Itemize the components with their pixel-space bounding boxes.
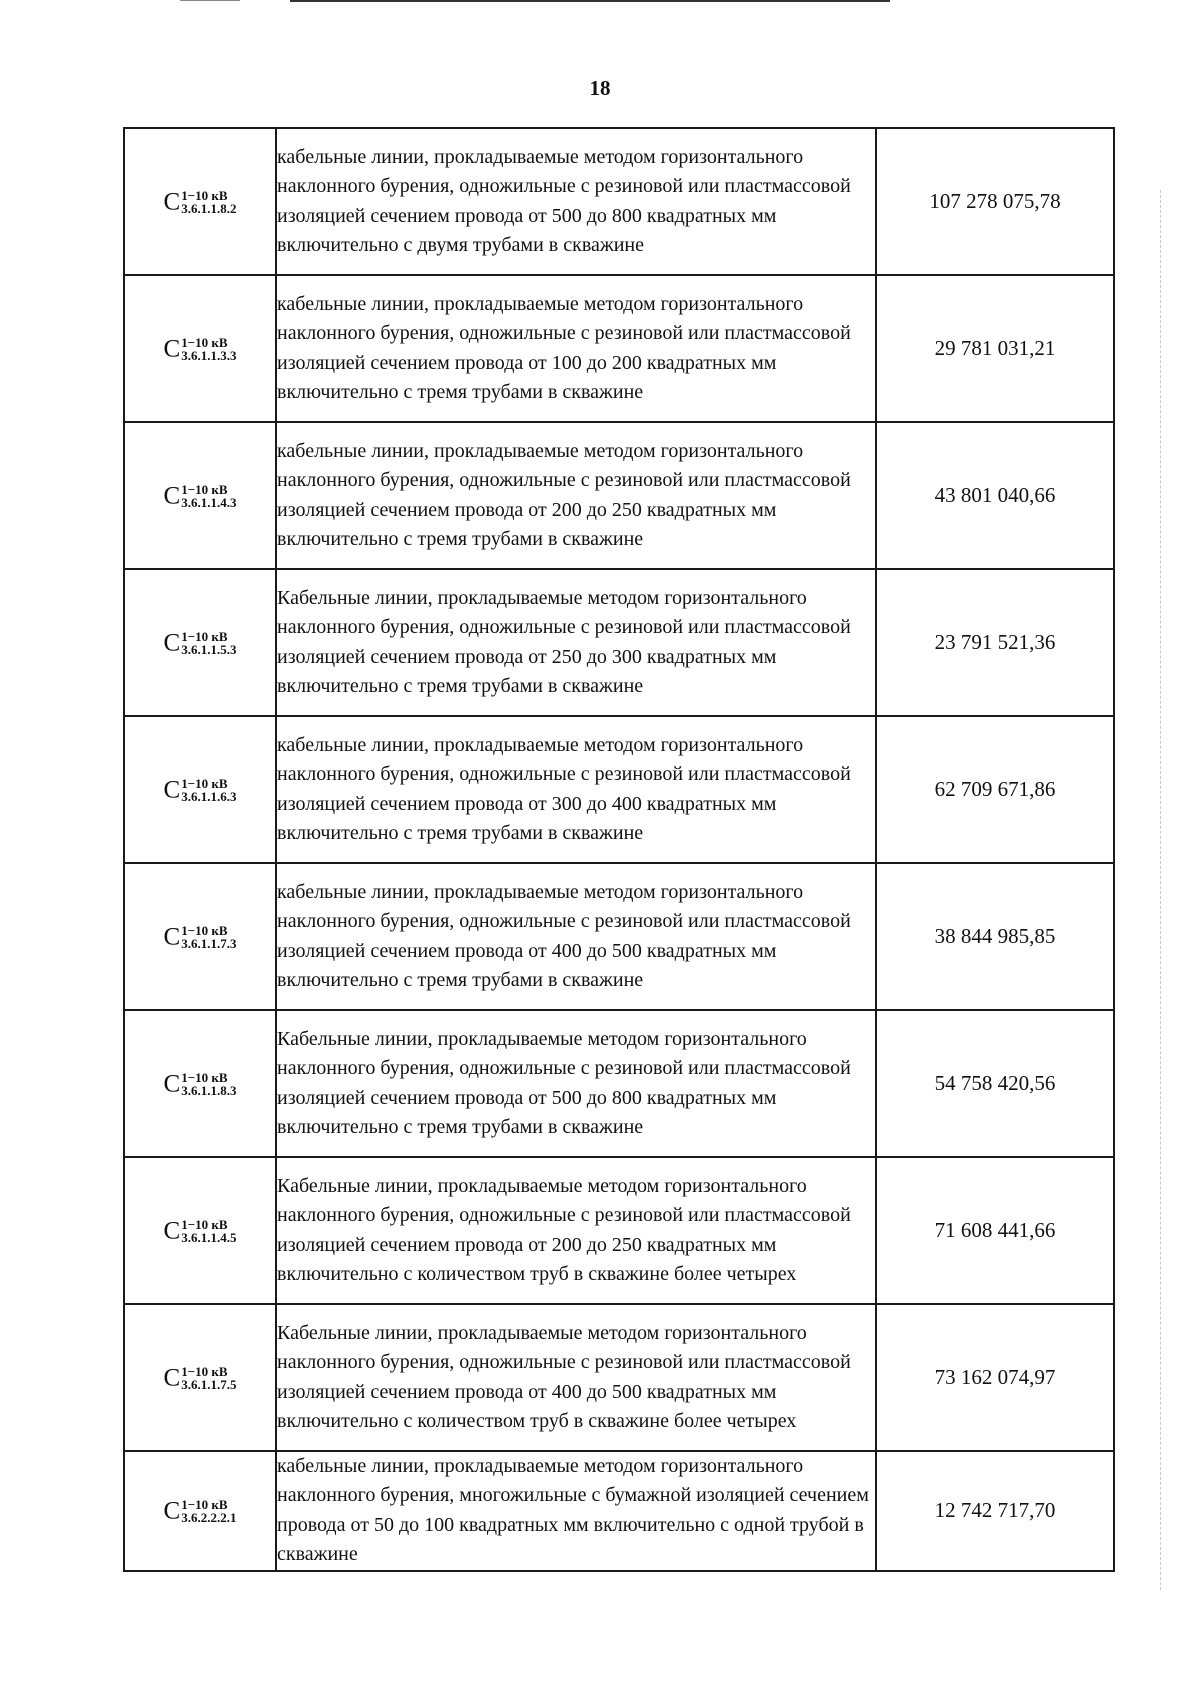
rate-code-superscript: 1−10 кВ: [181, 775, 228, 791]
scan-top-mark: [180, 0, 240, 1]
rate-code-cell: [124, 1010, 276, 1157]
description-cell: кабельные линии, прокладываемые методом горизонтального наклонного бурения, одножильные с резиновой или пластмассовой изоляцией сечением провода от 100 до 200 квадратных мм включительно с тремя трубами в скважине: [276, 275, 876, 422]
rate-code-superscript: 1−10 кВ: [181, 922, 228, 938]
rate-code-cell: [124, 1451, 276, 1571]
rate-value-cell: 71 608 441,66: [876, 1157, 1114, 1304]
table-row: [124, 863, 1114, 1010]
description-cell: кабельные линии, прокладываемые методом горизонтального наклонного бурения, одножильные с резиновой или пластмассовой изоляцией сечением провода от 200 до 250 квадратных мм включительно с тремя трубами в скважине: [276, 422, 876, 569]
table-row: [124, 128, 1114, 275]
rate-code: [164, 1498, 237, 1524]
table-row: [124, 1010, 1114, 1157]
rate-value-cell: 54 758 420,56: [876, 1010, 1114, 1157]
rate-code-subscript: 3.6.1.1.7.5: [181, 1376, 237, 1392]
rate-code-superscript: 1−10 кВ: [181, 481, 228, 497]
table-row: [124, 1451, 1114, 1571]
rate-code-base: C: [163, 482, 181, 509]
rate-code-subscript: 3.6.1.1.4.3: [181, 494, 237, 510]
rate-code-superscript: 1−10 кВ: [181, 628, 228, 644]
description-cell: Кабельные линии, прокладываемые методом горизонтального наклонного бурения, одножильные с резиновой или пластмассовой изоляцией сечением провода от 400 до 500 квадратных мм включительно с количеством труб в скважине более четырех: [276, 1304, 876, 1451]
page-number: 18: [589, 76, 611, 100]
rate-code-superscript: 1−10 кВ: [181, 1216, 228, 1232]
rate-code-cell: [124, 863, 276, 1010]
rate-code-subscript: 3.6.1.1.8.2: [181, 200, 237, 216]
description-cell: кабельные линии, прокладываемые методом горизонтального наклонного бурения, одножильные с резиновой или пластмассовой изоляцией сечением провода от 500 до 800 квадратных мм включительно с двумя трубами в скважине: [276, 128, 876, 275]
rate-code-cell: [124, 422, 276, 569]
rate-code-base: C: [163, 629, 181, 656]
rate-code: [164, 1071, 237, 1097]
description-cell: Кабельные линии, прокладываемые методом горизонтального наклонного бурения, одножильные с резиновой или пластмассовой изоляцией сечением провода от 250 до 300 квадратных мм включительно с тремя трубами в скважине: [276, 569, 876, 716]
description-cell: кабельные линии, прокладываемые методом горизонтального наклонного бурения, одножильные с резиновой или пластмассовой изоляцией сечением провода от 300 до 400 квадратных мм включительно с тремя трубами в скважине: [276, 716, 876, 863]
rate-code-superscript: 1−10 кВ: [181, 1496, 228, 1512]
rate-code: [164, 924, 237, 950]
rate-code: [164, 336, 237, 362]
rate-value-cell: 12 742 717,70: [876, 1451, 1114, 1571]
table-row: [124, 275, 1114, 422]
rate-code-cell: [124, 716, 276, 863]
rate-value-cell: 43 801 040,66: [876, 422, 1114, 569]
rate-code-cell: [124, 1157, 276, 1304]
tariff-table: [123, 127, 1115, 1572]
rate-code-superscript: 1−10 кВ: [181, 1363, 228, 1379]
rate-code-cell: [124, 569, 276, 716]
description-cell: кабельные линии, прокладываемые методом горизонтального наклонного бурения, многожильные с бумажной изоляцией сечением провода от 50 до 100 квадратных мм включительно с одной трубой в скважине: [276, 1451, 876, 1571]
rate-code-subscript: 3.6.1.1.5.3: [181, 641, 237, 657]
rate-code-base: C: [163, 335, 181, 362]
rate-code-subscript: 3.6.1.1.8.3: [181, 1082, 237, 1098]
rate-code-subscript: 3.6.1.1.7.3: [181, 935, 237, 951]
rate-code-superscript: 1−10 кВ: [181, 187, 228, 203]
tariff-table-body: [124, 128, 1114, 1571]
rate-code: [164, 189, 237, 215]
scan-top-rule: [290, 0, 890, 2]
rate-value-cell: 107 278 075,78: [876, 128, 1114, 275]
scan-margin-marks: [1160, 190, 1162, 1590]
rate-code-subscript: 3.6.1.1.6.3: [181, 788, 237, 804]
rate-value-cell: 29 781 031,21: [876, 275, 1114, 422]
rate-value-cell: 38 844 985,85: [876, 863, 1114, 1010]
rate-value-cell: 73 162 074,97: [876, 1304, 1114, 1451]
rate-code-base: C: [163, 776, 181, 803]
rate-code: [164, 630, 237, 656]
rate-code-subscript: 3.6.1.1.4.5: [181, 1229, 237, 1245]
description-cell: Кабельные линии, прокладываемые методом горизонтального наклонного бурения, одножильные с резиновой или пластмассовой изоляцией сечением провода от 500 до 800 квадратных мм включительно с тремя трубами в скважине: [276, 1010, 876, 1157]
rate-code-cell: [124, 128, 276, 275]
rate-code-subscript: 3.6.2.2.2.1: [181, 1509, 237, 1525]
rate-value-cell: 23 791 521,36: [876, 569, 1114, 716]
rate-code-superscript: 1−10 кВ: [181, 1069, 228, 1085]
rate-code-base: C: [163, 1497, 181, 1525]
description-cell: Кабельные линии, прокладываемые методом горизонтального наклонного бурения, одножильные с резиновой или пластмассовой изоляцией сечением провода от 200 до 250 квадратных мм включительно с количеством труб в скважине более четырех: [276, 1157, 876, 1304]
rate-code-cell: [124, 1304, 276, 1451]
rate-code-cell: [124, 275, 276, 422]
rate-code: [164, 483, 237, 509]
rate-code: [164, 1218, 237, 1244]
rate-code: [164, 1365, 237, 1391]
table-row: [124, 1304, 1114, 1451]
table-row: [124, 716, 1114, 863]
description-cell: кабельные линии, прокладываемые методом горизонтального наклонного бурения, одножильные с резиновой или пластмассовой изоляцией сечением провода от 400 до 500 квадратных мм включительно с тремя трубами в скважине: [276, 863, 876, 1010]
table-row: [124, 422, 1114, 569]
rate-code-base: C: [163, 188, 181, 215]
rate-code-base: C: [163, 1217, 181, 1244]
rate-code-subscript: 3.6.1.1.3.3: [181, 347, 237, 363]
rate-code-base: C: [163, 923, 181, 950]
table-row: [124, 569, 1114, 716]
rate-code: [164, 777, 237, 803]
table-row: [124, 1157, 1114, 1304]
rate-value-cell: 62 709 671,86: [876, 716, 1114, 863]
rate-code-base: C: [163, 1070, 181, 1097]
rate-code-superscript: 1−10 кВ: [181, 334, 228, 350]
rate-code-base: C: [163, 1364, 181, 1391]
